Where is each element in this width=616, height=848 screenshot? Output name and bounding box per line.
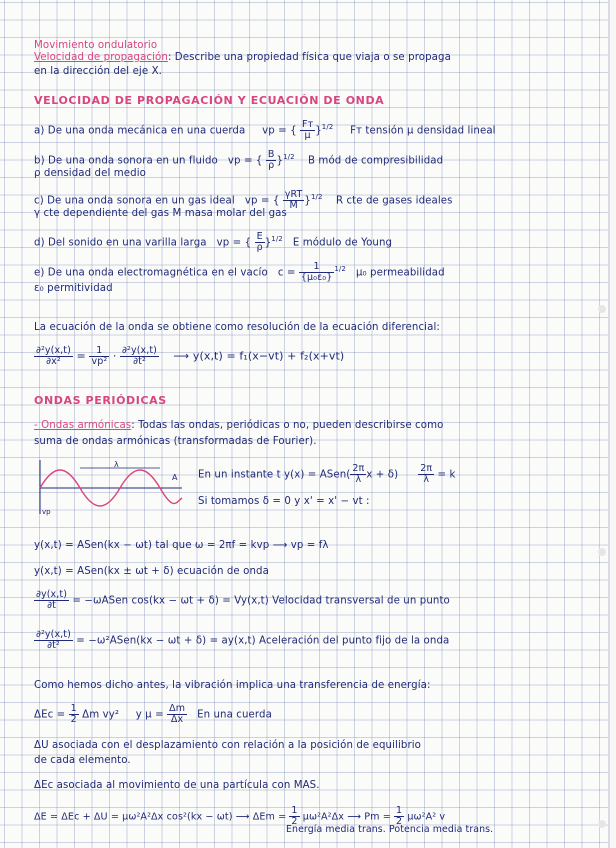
k-frac <box>418 464 434 485</box>
item-a-text: a) De una onda mecánica en una cuerda <box>34 125 246 137</box>
final-text3: μω²A² v <box>407 811 446 823</box>
wave-eq: $\frac{\text{∂²y(x,t)}}{\text{∂x²}}$ = $\frac{1}{\text{vp²}}$ · $\frac{\text{∂²y(x,t)}}{\text{∂t²}}$ ⟶ y(x,t) = f₁(x−vt) + f₂(x+vt) <box>36 345 345 367</box>
du-text: ΔU asociada con el desplazamiento con relación a la posición de equilibrio <box>34 740 422 751</box>
item-a: a) De una onda mecánica en una cuerda vp = { $\frac{Fт}{\mu}$ }$^{1/2}$ Fт tensión μ densidad lineal <box>34 119 496 141</box>
du-text2: de cada elemento. <box>34 755 131 766</box>
instante-frac-den: λ <box>355 473 362 485</box>
item-d-fraction <box>255 232 265 253</box>
item-a-den: μ <box>304 129 311 141</box>
k-eq: = k <box>437 469 456 481</box>
acceleration-text: = −ω²ASen(kx − ωt + δ) = ay(x,t) Aceleración del punto fijo de la onda <box>76 635 450 647</box>
section-heading-velocity: VELOCIDAD DE PROPAGACIÓN Y ECUACIÓN DE ONDA <box>34 94 385 107</box>
ec-prefix: ΔEc = <box>34 709 66 721</box>
item-d-den: ρ <box>256 241 263 253</box>
item-a-formula-prefix: vp = { <box>262 125 297 137</box>
instante-frac-num: 2π <box>352 463 365 474</box>
mu-prefix: y μ = <box>135 709 164 721</box>
binder-hole <box>598 305 606 313</box>
item-d: d) Del sonido en una varilla larga vp = { $\frac{E}{\rho}$ }$^{1/2}$ E módulo de Young <box>34 231 393 253</box>
wave-eq-lhs-num: ∂²y(x,t) <box>36 345 71 356</box>
item-c-den: M <box>289 199 298 211</box>
final-frac-den: 2 <box>291 815 298 827</box>
item-b-exp: 1/2 <box>283 153 295 162</box>
item-e-note2: ε₀ permitividad <box>34 283 113 294</box>
item-c-text: c) De una onda sonora en un gas ideal <box>34 195 235 207</box>
section-heading-periodic: ONDAS PERIÓDICAS <box>34 394 167 407</box>
line-y1: y(x,t) = ASen(kx − ωt) tal que ω = 2πf = kvp ⟶ vp = fλ <box>34 540 329 551</box>
item-b-den: ρ <box>268 159 275 171</box>
wave-eq-k <box>89 346 109 367</box>
mu-den: Δx <box>170 713 184 725</box>
item-a-exp: 1/2 <box>321 123 334 132</box>
definition-label: Velocidad de propagación <box>34 52 168 63</box>
wave-eq-intro: La ecuación de la onda se obtiene como resolución de la ecuación diferencial: <box>34 322 440 333</box>
item-c-formula-prefix: vp = { <box>244 195 280 207</box>
ec-text: Δm vy² <box>82 709 120 721</box>
topic-title: Movimiento ondulatorio <box>34 40 158 51</box>
ec-frac-num: 1 <box>70 703 77 714</box>
item-d-num: E <box>255 232 265 243</box>
ec-frac-den: 2 <box>70 713 77 725</box>
instante-text: En un instante t y(x) = ASen( <box>198 469 351 481</box>
item-a-fraction <box>300 120 315 141</box>
energy-intro: Como hemos dicho antes, la vibración implica una transferencia de energía: <box>34 680 431 691</box>
item-a-note: Fт tensión μ densidad lineal <box>350 125 496 137</box>
final-text: ΔE = ΔEc + ΔU = μω²A²Δx cos²(kx − ωt) ⟶ ΔEm = <box>34 811 287 823</box>
sine-wave-sketch <box>36 458 186 516</box>
final-text2: μω²A²Δx ⟶ Pm = <box>302 811 391 823</box>
item-d-note: E módulo de Young <box>292 237 393 249</box>
mu-frac <box>167 704 187 725</box>
item-b-formula-prefix: vp = { <box>227 155 263 167</box>
item-c-exp: 1/2 <box>311 193 323 202</box>
item-c: c) De una onda sonora en un gas ideal vp = { $\frac{\text{γRT}}{M}$ }$^{1/2}$ R cte de gases ideales <box>34 189 453 211</box>
item-e-fraction <box>299 262 334 283</box>
armonicas-label: - Ondas armónicas <box>34 420 132 431</box>
item-e-exp: 1/2 <box>334 265 346 274</box>
tomamos-text: Si tomamos δ = 0 y x' = x' − vt : <box>198 496 370 507</box>
acceleration-frac <box>34 630 73 651</box>
k-den: λ <box>423 473 430 485</box>
velocity-num: ∂y(x,t) <box>36 589 68 600</box>
acceleration-num: ∂²y(x,t) <box>36 629 71 640</box>
armonicas-text2: suma de ondas armónicas (transformadas de Fourier). <box>34 436 317 447</box>
item-d-text: d) Del sonido en una varilla larga <box>34 237 207 249</box>
lambda-label: λ <box>114 460 119 469</box>
line-y2: y(x,t) = ASen(kx ± ωt + δ) ecuación de onda <box>34 566 269 577</box>
item-e-text: e) De una onda electromagnética en el vacío <box>34 267 268 279</box>
velocity-den: ∂t <box>47 599 56 611</box>
wave-eq-lhs-den: ∂x² <box>46 355 61 367</box>
item-e-formula-prefix: c = <box>277 267 296 279</box>
k-num: 2π <box>420 463 433 474</box>
item-c-num: γRT <box>284 189 303 200</box>
binder-hole <box>598 820 606 828</box>
wave-eq-rhs-den: ∂t² <box>133 355 146 367</box>
final-frac2-num: 1 <box>396 805 403 816</box>
item-a-num: Fт <box>302 119 314 130</box>
ec-frac <box>69 704 79 725</box>
acceleration-den: ∂t² <box>47 639 60 651</box>
dec-text: ΔEc asociada al movimiento de una partícula con MAS. <box>34 780 320 791</box>
instante-text2: x + δ) <box>366 469 399 481</box>
wave-eq-equals: = <box>76 349 86 363</box>
definition-text-2: en la dirección del eje X. <box>34 66 162 77</box>
mu-text: En una cuerda <box>197 709 272 721</box>
ec-line <box>34 704 272 725</box>
definition-line <box>34 52 451 63</box>
wave-eq-k-num: 1 <box>89 346 109 357</box>
velocity-line <box>34 590 450 611</box>
item-c-note2: γ cte dependiente del gas M masa molar del gas <box>34 208 287 219</box>
final-caption: Energía media trans. Potencia media trans. <box>286 824 494 835</box>
armonicas-text: : Todas las ondas, periódicas o no, pueden describirse como <box>131 420 444 431</box>
wave-eq-lhs <box>34 346 73 367</box>
armonicas-line <box>34 420 443 431</box>
item-e-num: 1 <box>299 262 334 273</box>
item-d-formula-prefix: vp = { <box>216 237 252 249</box>
wave-eq-k-den: vp² <box>91 355 108 367</box>
final-frac2-den: 2 <box>396 815 403 827</box>
velocity-frac <box>34 590 69 611</box>
item-b-note: B mód de compresibilidad <box>308 155 444 167</box>
wave-eq-rhs-num: ∂²y(x,t) <box>122 345 157 356</box>
item-b-fraction <box>266 150 277 171</box>
instante-line <box>198 464 456 485</box>
mu-num: Δm <box>169 703 186 714</box>
item-e-den: {μ₀ε₀} <box>300 271 333 283</box>
wave-eq-solution: ⟶ y(x,t) = f₁(x−vt) + f₂(x+vt) <box>173 349 345 363</box>
velocity-text: = −ωASen cos(kx − ωt + δ) = Vy(x,t) Velocidad transversal de un punto <box>72 595 450 607</box>
instante-frac <box>350 464 366 485</box>
item-e-note: μ₀ permeabilidad <box>355 267 445 279</box>
wave-eq-rhs <box>120 346 159 367</box>
binder-hole <box>598 548 606 556</box>
item-b-num: B <box>267 149 275 160</box>
amplitude-label: A <box>172 473 178 482</box>
definition-text: : Describe una propiedad física que viaja o se propaga <box>167 52 451 63</box>
item-b-note2: ρ densidad del medio <box>34 168 146 179</box>
acceleration-line <box>34 630 449 651</box>
item-c-note: R cte de gases ideales <box>335 195 453 207</box>
item-d-exp: 1/2 <box>271 235 283 244</box>
item-b: b) De una onda sonora en un fluido vp = { $\frac{B}{\rho}$ }$^{1/2}$ B mód de compresibilidad <box>34 149 444 171</box>
item-e <box>34 262 445 283</box>
vp-label: vp <box>42 508 51 516</box>
item-b-text: b) De una onda sonora en un fluido <box>34 155 218 167</box>
final-frac-num: 1 <box>291 805 298 816</box>
